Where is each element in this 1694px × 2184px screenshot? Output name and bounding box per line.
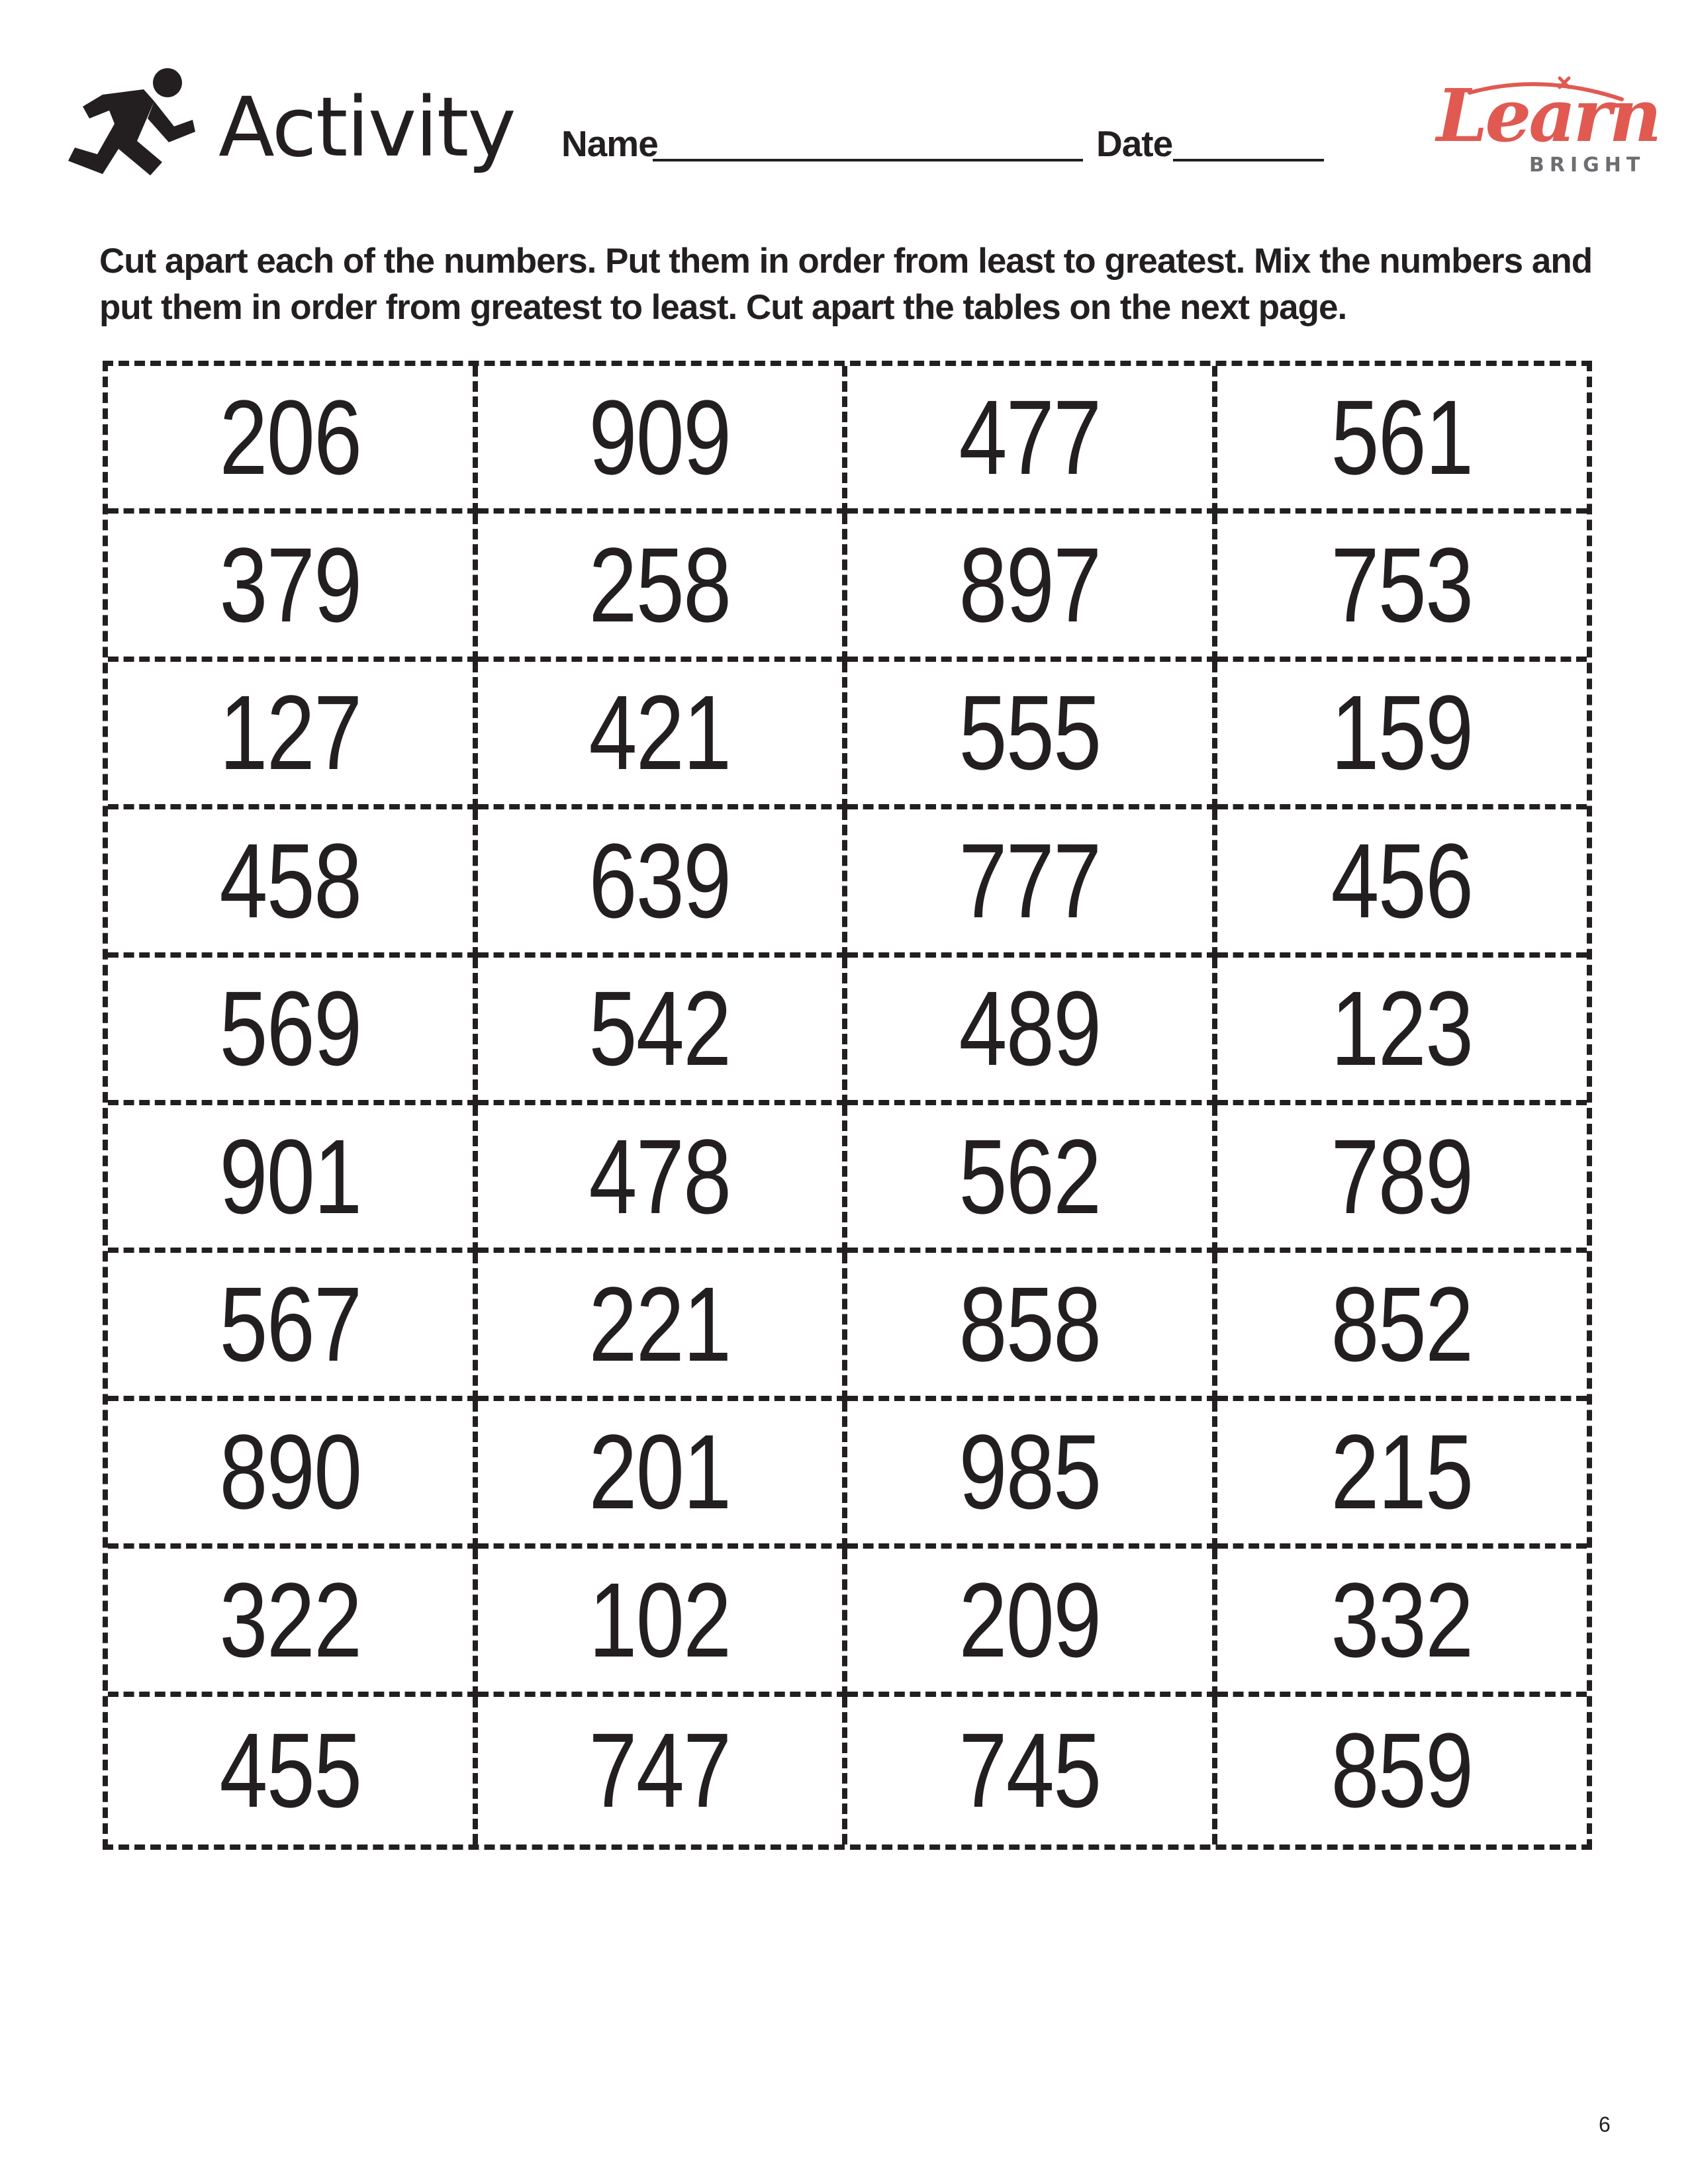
number-card [478, 1253, 848, 1400]
number-card-value: 102 [588, 1560, 731, 1679]
logo-word: Learn [1436, 73, 1660, 158]
number-card [108, 366, 478, 514]
learn-bright-logo [1430, 73, 1660, 185]
number-card [108, 1401, 478, 1549]
number-card-value: 561 [1331, 377, 1473, 496]
page-number: 6 [1599, 2113, 1611, 2136]
number-card-value: 477 [959, 377, 1101, 496]
number-card [1217, 366, 1587, 514]
number-card [108, 809, 478, 957]
number-card-value: 455 [219, 1711, 361, 1830]
number-card-value: 909 [588, 377, 731, 496]
date-field[interactable] [1173, 159, 1324, 161]
number-card-grid [103, 361, 1592, 1850]
number-card [478, 366, 848, 514]
number-card-value: 562 [959, 1116, 1101, 1236]
number-card-value: 890 [219, 1412, 361, 1531]
activity-title: Activity [218, 80, 515, 175]
number-card-value: 753 [1331, 525, 1473, 645]
number-card [847, 1253, 1217, 1400]
number-card-value: 555 [959, 673, 1101, 792]
number-card [108, 662, 478, 809]
number-card-value: 789 [1331, 1116, 1473, 1236]
name-label: Name [561, 123, 658, 164]
instructions-text: Cut apart each of the numbers. Put them in order from least to greatest. Mix the numbers and put them in order from greatest to least. Cut apart the tables on the next page. [99, 242, 1593, 327]
number-card-value: 489 [959, 969, 1101, 1088]
number-card-value: 747 [588, 1711, 731, 1830]
number-card [1217, 1253, 1587, 1400]
number-card [1217, 514, 1587, 661]
number-card-value: 221 [588, 1265, 731, 1384]
number-card [1217, 1697, 1587, 1844]
number-card-value: 201 [588, 1412, 731, 1531]
number-card-value: 745 [959, 1711, 1101, 1830]
number-card-value: 258 [588, 525, 731, 645]
number-card [847, 809, 1217, 957]
number-card-value: 985 [959, 1412, 1101, 1531]
number-card [478, 809, 848, 957]
number-card-value: 569 [219, 969, 361, 1088]
number-card-value: 567 [219, 1265, 361, 1384]
number-card [1217, 1401, 1587, 1549]
number-card-value: 639 [588, 821, 731, 940]
number-card [108, 514, 478, 661]
logo-subtitle: BRIGHT [1529, 154, 1646, 177]
number-card [478, 1549, 848, 1696]
number-card [478, 1697, 848, 1844]
number-card-value: 478 [588, 1116, 731, 1236]
number-card-value: 215 [1331, 1412, 1473, 1531]
number-card-value: 159 [1331, 673, 1473, 792]
date-label: Date [1096, 123, 1173, 164]
number-card-value: 456 [1331, 821, 1473, 940]
number-card-value: 897 [959, 525, 1101, 645]
number-card [847, 1697, 1217, 1844]
running-person-icon [63, 63, 195, 189]
number-card [108, 958, 478, 1105]
number-card-value: 858 [959, 1265, 1101, 1384]
number-card-value: 901 [219, 1116, 361, 1236]
number-card-value: 421 [588, 673, 731, 792]
number-card [108, 1549, 478, 1696]
number-card-value: 859 [1331, 1711, 1473, 1830]
number-card-value: 332 [1331, 1560, 1473, 1679]
number-card [478, 662, 848, 809]
number-card [1217, 1549, 1587, 1696]
number-card [478, 958, 848, 1105]
number-card [1217, 1105, 1587, 1253]
number-card [1217, 958, 1587, 1105]
number-card [847, 1401, 1217, 1549]
number-card [1217, 662, 1587, 809]
number-card [108, 1253, 478, 1400]
name-field[interactable] [653, 159, 1083, 161]
number-card [478, 1401, 848, 1549]
number-card-value: 322 [219, 1560, 361, 1679]
number-card-value: 206 [219, 377, 361, 496]
number-card [108, 1697, 478, 1844]
number-card-value: 379 [219, 525, 361, 645]
number-card-value: 209 [959, 1560, 1101, 1679]
number-card-value: 852 [1331, 1265, 1473, 1384]
number-card-value: 542 [588, 969, 731, 1088]
number-card [478, 1105, 848, 1253]
number-card-value: 458 [219, 821, 361, 940]
number-card-value: 777 [959, 821, 1101, 940]
number-card [847, 514, 1217, 661]
number-card-value: 123 [1331, 969, 1473, 1088]
number-card [847, 662, 1217, 809]
number-card [1217, 809, 1587, 957]
number-card [847, 1105, 1217, 1253]
number-card-value: 127 [219, 673, 361, 792]
number-card [847, 1549, 1217, 1696]
number-card [847, 366, 1217, 514]
page-header [0, 0, 1694, 212]
number-card [847, 958, 1217, 1105]
number-card [108, 1105, 478, 1253]
number-card [478, 514, 848, 661]
